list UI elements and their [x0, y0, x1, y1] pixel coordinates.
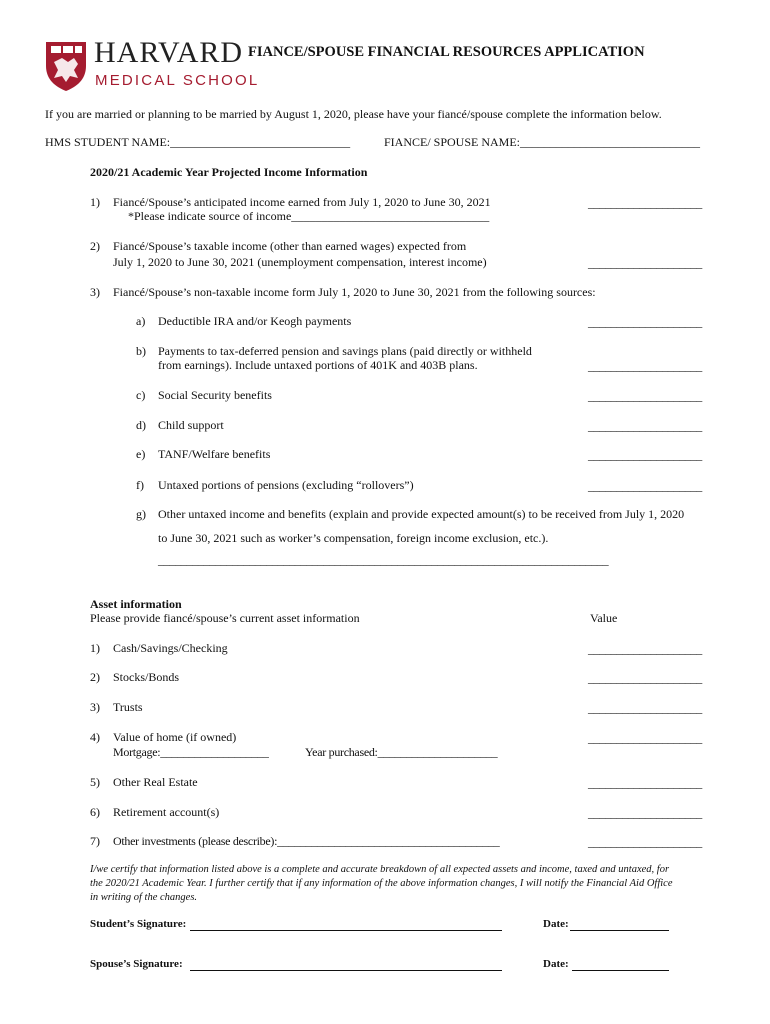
- income-item-number: 1): [90, 195, 100, 209]
- income-item-1-text: Fiancé/Spouse’s anticipated income earned from July 1, 2020 to June 30, 2021: [113, 195, 491, 209]
- sub-item-d-amount[interactable]: ____________________: [588, 419, 703, 433]
- sub-item-b-text-2: from earnings). Include untaxed portions of 401K and 403B plans.: [158, 358, 478, 372]
- logo-wordmark: HARVARD: [94, 36, 244, 69]
- sub-item-a-text: Deductible IRA and/or Keogh payments: [158, 314, 352, 328]
- spouse-date-label: Date:: [543, 958, 569, 970]
- asset-trusts-amount[interactable]: ____________________: [588, 701, 703, 715]
- income-item-2-text-2: July 1, 2020 to June 30, 2021 (unemployment compensation, interest income): [113, 255, 487, 269]
- certification-text: I/we certify that information listed above is a complete and accurate breakdown of all expected assets and income, taxed and untaxed, for: [90, 864, 670, 875]
- spouse-name-field[interactable]: FIANCE/ SPOUSE NAME:______________________________: [384, 135, 701, 149]
- logo-school-name: MEDICAL SCHOOL: [95, 72, 260, 89]
- asset-item-number: 6): [90, 805, 100, 819]
- income-item-2-amount[interactable]: ____________________: [588, 256, 703, 270]
- asset-item-label: Other Real Estate: [113, 775, 198, 789]
- asset-real-estate-amount[interactable]: ____________________: [588, 776, 703, 790]
- asset-home-amount[interactable]: ____________________: [588, 731, 703, 745]
- sub-item-d-text: Child support: [158, 418, 224, 432]
- asset-item-number: 5): [90, 775, 100, 789]
- income-item-1-amount[interactable]: ____________________: [588, 196, 703, 210]
- value-column-label: Value: [590, 611, 618, 625]
- harvard-shield-logo: [44, 40, 88, 92]
- asset-other-amount[interactable]: ____________________: [588, 835, 703, 849]
- spouse-date-line[interactable]: [572, 970, 669, 971]
- intro-text: If you are married or planning to be married by August 1, 2020, please have your fiancé/spouse complete the information below.: [45, 107, 662, 121]
- certification-text-2: the 2020/21 Academic Year. I further certify that if any information of the above information changes, I will notify the Financial Aid Office: [90, 878, 673, 889]
- spouse-signature-line[interactable]: [190, 970, 502, 971]
- income-source-field[interactable]: *Please indicate source of income_________________________________: [128, 209, 490, 223]
- student-date-line[interactable]: [570, 930, 669, 931]
- sub-item-letter: f): [136, 478, 144, 492]
- sub-item-b-text: Payments to tax-deferred pension and savings plans (paid directly or withheld: [158, 344, 532, 358]
- asset-item-number: 4): [90, 730, 100, 744]
- asset-cash-amount[interactable]: ____________________: [588, 642, 703, 656]
- asset-item-label: Stocks/Bonds: [113, 670, 180, 684]
- sub-item-letter: a): [136, 314, 146, 328]
- sub-item-e-text: TANF/Welfare benefits: [158, 447, 271, 461]
- sub-item-e-amount[interactable]: ____________________: [588, 448, 703, 462]
- asset-subheading: Please provide fiancé/spouse’s current asset information: [90, 611, 360, 625]
- income-item-number: 2): [90, 239, 100, 253]
- spouse-signature-label: Spouse’s Signature:: [90, 958, 183, 970]
- income-item-number: 3): [90, 285, 100, 299]
- sub-item-c-amount[interactable]: ____________________: [588, 389, 703, 403]
- mortgage-field[interactable]: Mortgage:___________________: [113, 745, 269, 759]
- income-item-3-text: Fiancé/Spouse’s non-taxable income form July 1, 2020 to June 30, 2021 from the following sources:: [113, 285, 596, 299]
- sub-item-c-text: Social Security benefits: [158, 388, 272, 402]
- sub-item-letter: b): [136, 344, 146, 358]
- student-name-field[interactable]: HMS STUDENT NAME:______________________________: [45, 135, 351, 149]
- asset-item-label: Retirement account(s): [113, 805, 220, 819]
- asset-item-number: 1): [90, 641, 100, 655]
- student-signature-label: Student’s Signature:: [90, 918, 187, 930]
- sub-item-f-amount[interactable]: ____________________: [588, 479, 703, 493]
- income-item-2-text: Fiancé/Spouse’s taxable income (other than earned wages) expected from: [113, 239, 467, 253]
- asset-item-number: 2): [90, 670, 100, 684]
- sub-item-g-text: Other untaxed income and benefits (explain and provide expected amount(s) to be received from July 1, 2020: [158, 507, 685, 521]
- sub-item-letter: d): [136, 418, 146, 432]
- asset-item-label: Value of home (if owned): [113, 730, 237, 744]
- other-investments-field[interactable]: Other investments (please describe):_______________________________________: [113, 834, 500, 848]
- certification-text-3: in writing of the changes.: [90, 892, 198, 903]
- sub-item-g-text-2: to June 30, 2021 such as worker’s compensation, foreign income exclusion, etc.).: [158, 531, 549, 545]
- sub-item-g-explain-field[interactable]: _______________________________________________________________________________: [158, 553, 609, 567]
- sub-item-letter: e): [136, 447, 146, 461]
- asset-item-number: 7): [90, 834, 100, 848]
- asset-retirement-amount[interactable]: ____________________: [588, 806, 703, 820]
- form-title: FIANCE/SPOUSE FINANCIAL RESOURCES APPLICATION: [248, 44, 645, 60]
- student-date-label: Date:: [543, 918, 569, 930]
- asset-heading: Asset information: [90, 597, 182, 611]
- asset-item-number: 3): [90, 700, 100, 714]
- asset-stocks-amount[interactable]: ____________________: [588, 671, 703, 685]
- sub-item-f-text: Untaxed portions of pensions (excluding “rollovers”): [158, 478, 414, 492]
- sub-item-letter: g): [136, 507, 146, 521]
- sub-item-letter: c): [136, 388, 146, 402]
- sub-item-a-amount[interactable]: ____________________: [588, 315, 703, 329]
- asset-item-label: Cash/Savings/Checking: [113, 641, 228, 655]
- student-signature-line[interactable]: [190, 930, 502, 931]
- income-heading: 2020/21 Academic Year Projected Income Information: [90, 165, 368, 179]
- sub-item-b-amount[interactable]: ____________________: [588, 359, 703, 373]
- year-purchased-field[interactable]: Year purchased:_____________________: [305, 745, 498, 759]
- asset-item-label: Trusts: [113, 700, 143, 714]
